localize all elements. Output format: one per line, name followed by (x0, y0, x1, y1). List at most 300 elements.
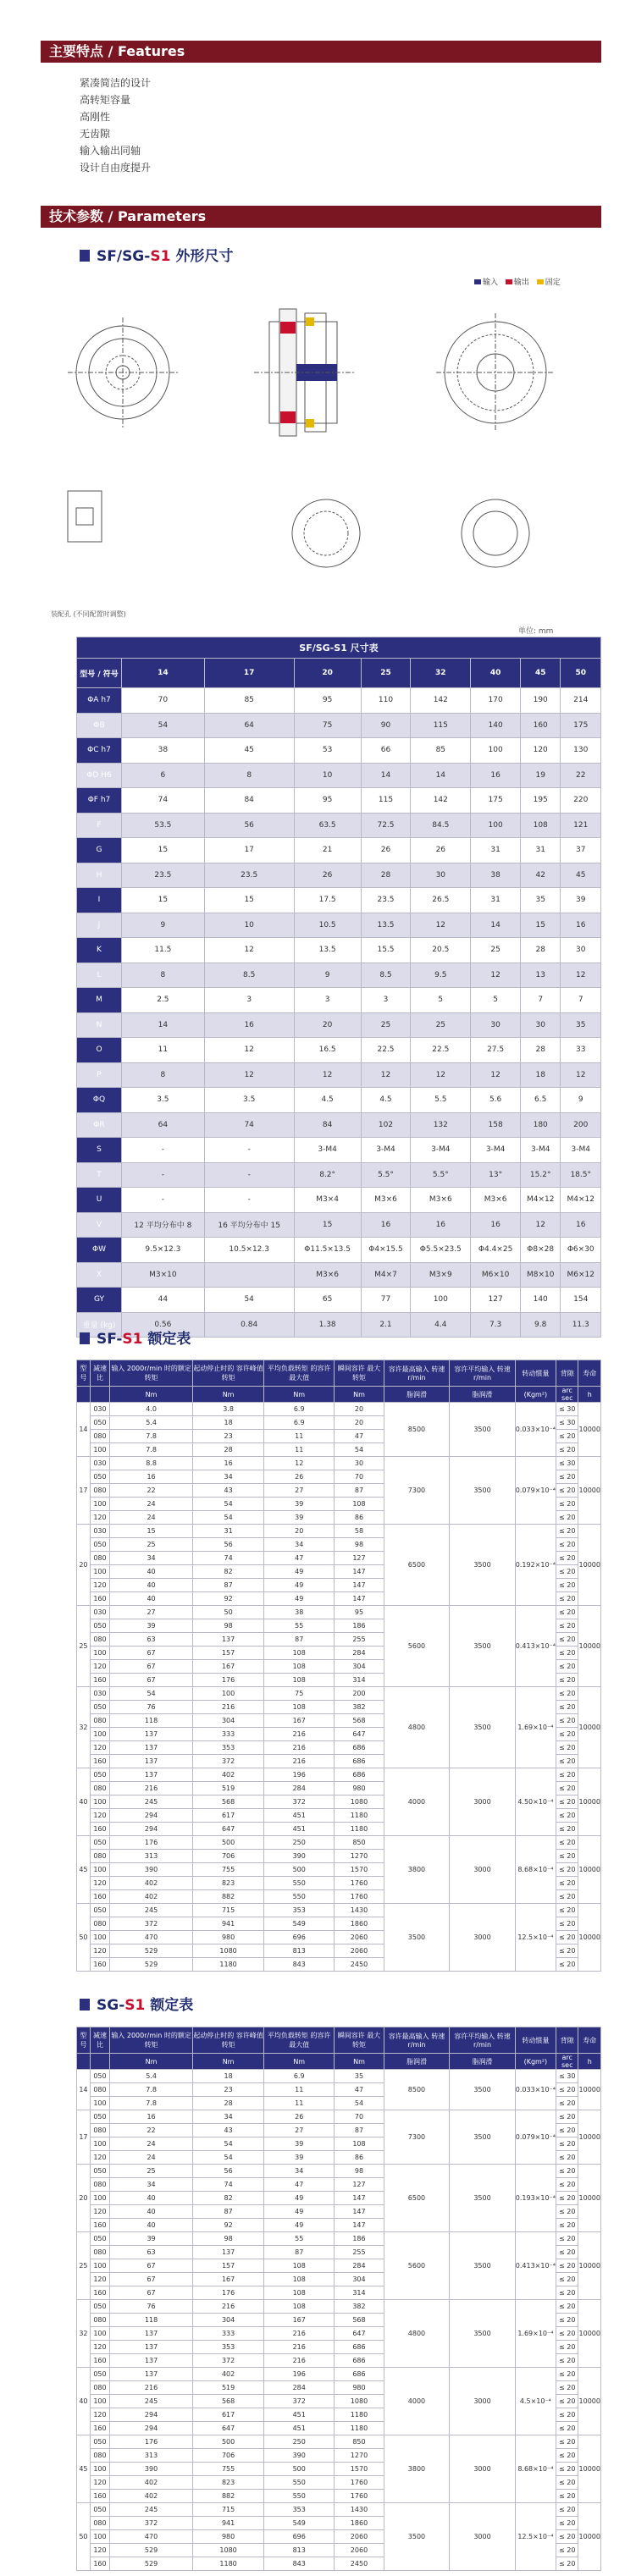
table-cell: 13° (471, 1162, 521, 1188)
table-cell: 2.5 (122, 988, 205, 1013)
table-cell: 304 (193, 1714, 264, 1728)
table-cell: 160 (90, 2490, 109, 2503)
table-cell: M3×6 (294, 1262, 361, 1288)
table-cell: 12 (561, 1062, 601, 1088)
size-cell: 32 (77, 2300, 91, 2368)
table-cell: 14 (122, 1012, 205, 1038)
table-cell: 86 (335, 1511, 384, 1525)
table-cell: 63 (110, 2246, 193, 2259)
table-cell: 74 (193, 1552, 264, 1565)
table-cell: 941 (193, 2517, 264, 2530)
table-cell: 47 (335, 2083, 384, 2097)
rating-header: 容许最高输入 转速 r/min (384, 1360, 450, 1387)
table-row (77, 1162, 601, 1188)
table-cell: 30 (520, 1012, 561, 1038)
table-cell: 617 (193, 1809, 264, 1823)
table-cell: 3500 (450, 2165, 516, 2232)
backlash-cell: ≤ 20 (556, 1714, 578, 1728)
table-cell: 353 (193, 1741, 264, 1755)
table-cell: 14 (411, 763, 471, 788)
table-cell: 87 (335, 1484, 384, 1498)
table-cell: 080 (90, 2517, 109, 2530)
table-cell: 353 (193, 2341, 264, 2354)
table-cell: 8.8 (110, 1457, 193, 1470)
table-cell: 24 (110, 2151, 193, 2165)
table-cell: 568 (335, 1714, 384, 1728)
row-symbol: X (77, 1262, 122, 1288)
life-cell: 10000 (578, 2110, 601, 2165)
table-cell: 3000 (450, 1836, 516, 1904)
table-cell: 56 (193, 1538, 264, 1552)
table-cell: 11 (264, 1430, 335, 1443)
table-cell: 0.56 (122, 1312, 205, 1338)
table-cell: 15.5 (361, 938, 411, 963)
size-cell: 45 (77, 1836, 91, 1904)
table-cell: 1180 (193, 1958, 264, 1972)
table-cell: 050 (90, 2232, 109, 2246)
table-cell: 050 (90, 1768, 109, 1782)
table-cell: 9 (561, 1088, 601, 1113)
table-cell: 353 (264, 1904, 335, 1917)
table-cell: 147 (335, 1565, 384, 1579)
table-cell: 3800 (384, 2435, 450, 2503)
table-cell: 17 (204, 838, 294, 863)
feature-item: 输入输出同轴 (80, 145, 141, 157)
rating-header: 容许平均输入 转速 r/min (450, 1360, 516, 1387)
table-cell: 2450 (335, 1958, 384, 1972)
table-cell: 39 (264, 2137, 335, 2151)
rating-header: 输入 2000r/min 时的额定转矩 (110, 2027, 193, 2054)
table-cell: 980 (193, 2530, 264, 2544)
table-cell: 080 (90, 1430, 109, 1443)
table-cell: 120 (90, 2151, 109, 2165)
table-cell: 55 (264, 1619, 335, 1633)
table-cell: 216 (110, 1782, 193, 1795)
table-cell: M4×7 (361, 1262, 411, 1288)
table-cell: 16 (110, 1470, 193, 1484)
table-cell: - (122, 1138, 205, 1163)
backlash-cell: ≤ 20 (556, 2124, 578, 2137)
backlash-cell: ≤ 20 (556, 1606, 578, 1619)
life-cell: 10000 (578, 1904, 601, 1972)
table-cell: 686 (335, 1741, 384, 1755)
table-cell: 115 (411, 713, 471, 738)
table-cell: 12 (204, 1062, 294, 1088)
table-cell: 3-M4 (561, 1138, 601, 1163)
table-cell: 64 (204, 713, 294, 738)
table-cell: 12 (204, 938, 294, 963)
table-cell: 3500 (450, 1606, 516, 1687)
table-cell: 27 (264, 1484, 335, 1498)
table-cell: 050 (90, 1904, 109, 1917)
table-cell: 686 (335, 1768, 384, 1782)
table-cell: 850 (335, 1836, 384, 1850)
table-cell: 67 (110, 1647, 193, 1660)
table-cell: 050 (90, 2070, 109, 2083)
rating-subheader: Nm (264, 1387, 335, 1403)
table-cell: 080 (90, 2246, 109, 2259)
table-cell: 080 (90, 1782, 109, 1795)
table-cell: 372 (264, 2395, 335, 2408)
sf-rating-heading: SF-S1 额定表 (80, 1327, 191, 1348)
features-section-bar: 主要特点 / Features (41, 41, 601, 63)
table-cell: 390 (264, 1850, 335, 1863)
table-cell: 549 (264, 1917, 335, 1931)
table-cell: 10.5×12.3 (204, 1238, 294, 1263)
table-cell: 3-M4 (411, 1138, 471, 1163)
table-cell: 250 (264, 1836, 335, 1850)
table-cell: 6.9 (264, 2070, 335, 2083)
backlash-cell: ≤ 20 (556, 1687, 578, 1701)
table-cell: 18 (193, 1416, 264, 1430)
table-cell: 37 (561, 838, 601, 863)
table-cell: 100 (471, 738, 521, 764)
backlash-cell: ≤ 20 (556, 2232, 578, 2246)
rating-header: 瞬间容许 最大转矩 (335, 1360, 384, 1387)
table-cell: 1180 (193, 2557, 264, 2571)
table-cell: 100 (90, 2530, 109, 2544)
life-cell: 10000 (578, 2232, 601, 2300)
table-cell: 882 (193, 1890, 264, 1904)
table-cell: 11 (122, 1038, 205, 1063)
table-cell: 54 (335, 2097, 384, 2110)
table-cell: 118 (110, 2314, 193, 2327)
size-cell: 50 (77, 2503, 91, 2571)
backlash-cell: ≤ 20 (556, 1890, 578, 1904)
table-cell: 4.5×10⁻⁴ (515, 2368, 556, 2435)
table-cell: 030 (90, 1687, 109, 1701)
table-cell: 160 (90, 1592, 109, 1606)
table-cell: 120 (90, 1944, 109, 1958)
table-cell: 0.079×10⁻⁴ (515, 1457, 556, 1525)
table-cell: 67 (110, 2273, 193, 2286)
table-cell: 31 (471, 838, 521, 863)
table-cell: 39 (110, 2232, 193, 2246)
table-cell: 120 (520, 738, 561, 764)
table-cell: 3500 (450, 1525, 516, 1606)
backlash-cell: ≤ 20 (556, 2422, 578, 2435)
table-cell: 12 (471, 963, 521, 988)
backlash-cell: ≤ 20 (556, 2517, 578, 2530)
table-cell: 402 (110, 2476, 193, 2490)
table-row (77, 2165, 601, 2178)
rating-header: 容许平均输入 转速 r/min (450, 2027, 516, 2054)
backlash-cell: ≤ 20 (556, 2490, 578, 2503)
backlash-cell: ≤ 20 (556, 2219, 578, 2232)
backlash-cell: ≤ 20 (556, 1619, 578, 1633)
life-cell: 10000 (578, 2435, 601, 2503)
rating-subheader: Nm (335, 1387, 384, 1403)
table-cell: 19 (520, 763, 561, 788)
table-cell: 7300 (384, 1457, 450, 1525)
table-cell: 500 (264, 2463, 335, 2476)
table-cell: 3.5 (122, 1088, 205, 1113)
backlash-cell: ≤ 20 (556, 1823, 578, 1836)
table-cell: 3500 (384, 1904, 450, 1972)
table-cell: 451 (264, 2408, 335, 2422)
table-row (77, 2503, 601, 2517)
table-cell: 49 (264, 2192, 335, 2205)
table-cell: 140 (471, 713, 521, 738)
feature-item: 设计自由度提升 (80, 162, 152, 174)
table-cell: 3500 (450, 2300, 516, 2368)
rating-header: 型号 (77, 2027, 91, 2054)
table-cell: 8.5 (204, 963, 294, 988)
table-cell: 137 (110, 2368, 193, 2381)
table-cell: 5.4 (110, 2070, 193, 2083)
row-symbol: 重量 (kg) (77, 1312, 122, 1338)
backlash-cell: ≤ 20 (556, 1795, 578, 1809)
table-cell: 55 (264, 2232, 335, 2246)
hole-pattern-drawing-2 (462, 499, 529, 567)
table-cell: 38 (122, 738, 205, 764)
sg-rating-table (76, 2027, 601, 2571)
table-cell: M3×6 (471, 1188, 521, 1213)
table-row (77, 1238, 601, 1263)
table-cell: 5600 (384, 2232, 450, 2300)
table-cell: 686 (335, 2341, 384, 2354)
table-cell: 304 (335, 1660, 384, 1674)
table-cell: 33 (561, 1038, 601, 1063)
backlash-cell: ≤ 20 (556, 1525, 578, 1538)
table-cell: 3000 (450, 2503, 516, 2571)
table-cell: 402 (193, 1768, 264, 1782)
backlash-cell: ≤ 20 (556, 1768, 578, 1782)
table-cell: 216 (264, 1755, 335, 1768)
backlash-cell: ≤ 20 (556, 2137, 578, 2151)
table-cell: 14 (471, 913, 521, 938)
table-cell: 1180 (335, 2422, 384, 2435)
table-cell: 7.8 (110, 1443, 193, 1457)
table-cell: 0.84 (204, 1312, 294, 1338)
table-cell: 54 (193, 1511, 264, 1525)
table-cell: 250 (264, 2435, 335, 2449)
table-cell: 15 (204, 888, 294, 913)
table-cell: 53 (294, 738, 361, 764)
table-cell: 550 (264, 2490, 335, 2503)
table-cell: 176 (193, 2286, 264, 2300)
table-cell: 0.413×10⁻⁴ (515, 1606, 556, 1687)
table-cell: 67 (110, 1674, 193, 1687)
table-cell: 100 (411, 1288, 471, 1313)
table-cell: 157 (193, 1647, 264, 1660)
table-cell: M3×9 (411, 1262, 471, 1288)
backlash-cell: ≤ 20 (556, 1660, 578, 1674)
backlash-cell: ≤ 20 (556, 2314, 578, 2327)
table-row (77, 1288, 601, 1313)
table-cell: 74 (193, 2178, 264, 2192)
rating-header: 平均负载转矩 的容许最大值 (264, 1360, 335, 1387)
table-cell: 49 (264, 1592, 335, 1606)
table-cell: 314 (335, 2286, 384, 2300)
table-cell: 353 (264, 2503, 335, 2517)
table-cell: 500 (193, 2435, 264, 2449)
table-cell: 050 (90, 2435, 109, 2449)
table-cell: 0.033×10⁻⁴ (515, 2070, 556, 2110)
table-cell: 15.2° (520, 1162, 561, 1188)
table-cell: 568 (193, 2395, 264, 2408)
table-cell: 15 (122, 888, 205, 913)
table-cell: 160 (90, 1823, 109, 1836)
table-cell: 127 (335, 2178, 384, 2192)
table-cell: 45 (561, 863, 601, 888)
table-cell: 20 (335, 1403, 384, 1416)
table-cell: 294 (110, 2422, 193, 2435)
backlash-cell: ≤ 20 (556, 2503, 578, 2517)
table-cell: 14 (361, 763, 411, 788)
dimension-table (76, 637, 601, 1338)
table-cell: 3500 (450, 1457, 516, 1525)
backlash-cell: ≤ 20 (556, 1741, 578, 1755)
table-cell: 3-M4 (294, 1138, 361, 1163)
table-cell: Φ8×28 (520, 1238, 561, 1263)
table-cell: 30 (335, 1457, 384, 1470)
table-cell: 5.5 (411, 1088, 471, 1113)
table-cell: 137 (110, 2341, 193, 2354)
table-cell: 12 (264, 1457, 335, 1470)
table-row (77, 738, 601, 764)
table-cell: 18 (193, 2070, 264, 2083)
table-cell: 120 (90, 1511, 109, 1525)
table-cell: 313 (110, 1850, 193, 1863)
table-cell: 82 (193, 1565, 264, 1579)
table-cell: 170 (471, 688, 521, 714)
table-cell: 43 (193, 2124, 264, 2137)
table-cell: 850 (335, 2435, 384, 2449)
table-cell: 1270 (335, 1850, 384, 1863)
table-cell: 372 (193, 1755, 264, 1768)
table-cell: 15 (294, 1212, 361, 1238)
table-cell: 294 (110, 2408, 193, 2422)
small-shaft-drawing (68, 491, 102, 542)
backlash-cell: ≤ 20 (556, 1470, 578, 1484)
table-cell: 568 (335, 2314, 384, 2327)
table-cell: 87 (193, 1579, 264, 1592)
table-cell: 137 (193, 2246, 264, 2259)
backlash-cell: ≤ 20 (556, 1850, 578, 1863)
backlash-cell: ≤ 20 (556, 1443, 578, 1457)
table-row (77, 1012, 601, 1038)
table-cell: 080 (90, 1633, 109, 1647)
table-cell: 100 (471, 813, 521, 838)
backlash-cell: ≤ 20 (556, 1944, 578, 1958)
table-cell: 3500 (450, 2110, 516, 2165)
table-cell: 813 (264, 2544, 335, 2557)
life-cell: 10000 (578, 1768, 601, 1836)
row-symbol: ΦA h7 (77, 688, 122, 714)
table-cell: 100 (90, 1931, 109, 1944)
table-cell: 120 (90, 2341, 109, 2354)
table-cell: 30 (411, 863, 471, 888)
table-cell: 16 (471, 1212, 521, 1238)
table-cell: Φ6×30 (561, 1238, 601, 1263)
table-cell: 823 (193, 2476, 264, 2490)
table-cell: 11 (264, 1443, 335, 1457)
life-cell: 10000 (578, 1836, 601, 1904)
table-cell: 080 (90, 1850, 109, 1863)
size-cell: 17 (77, 1457, 91, 1525)
table-cell: 67 (110, 1660, 193, 1674)
size-cell: 45 (77, 2435, 91, 2503)
table-row (77, 2368, 601, 2381)
size-cell: 40 (77, 2368, 91, 2435)
table-cell: 617 (193, 2408, 264, 2422)
table-cell: 22 (110, 1484, 193, 1498)
table-cell: 2060 (335, 1931, 384, 1944)
size-cell: 20 (77, 1525, 91, 1606)
table-cell: 823 (193, 1877, 264, 1890)
table-cell: 080 (90, 1714, 109, 1728)
table-cell: 26 (264, 2110, 335, 2124)
backlash-cell: ≤ 20 (556, 2259, 578, 2273)
table-cell: 120 (90, 1877, 109, 1890)
table-cell: 121 (561, 813, 601, 838)
table-cell: 142 (411, 788, 471, 814)
row-symbol: ΦC h7 (77, 738, 122, 764)
table-row (77, 1212, 601, 1238)
table-cell: 64 (122, 1112, 205, 1138)
backlash-cell: ≤ 20 (556, 1579, 578, 1592)
table-cell: 313 (110, 2449, 193, 2463)
sf-rating-table (76, 1360, 601, 1972)
table-cell: 34 (193, 1470, 264, 1484)
table-cell: 8.5 (361, 963, 411, 988)
table-cell: 1430 (335, 2503, 384, 2517)
table-row (77, 1904, 601, 1917)
size-header: 45 (520, 659, 561, 688)
table-cell: 080 (90, 1917, 109, 1931)
table-cell: 1430 (335, 1904, 384, 1917)
rating-header: 减速比 (90, 1360, 109, 1387)
rating-header: 转动惯量 (515, 1360, 556, 1387)
table-cell: 108 (264, 2273, 335, 2286)
backlash-cell: ≤ 20 (556, 2165, 578, 2178)
table-cell: 216 (264, 2341, 335, 2354)
table-cell: 137 (110, 1741, 193, 1755)
table-row (77, 688, 601, 714)
table-cell: 0.079×10⁻⁴ (515, 2110, 556, 2165)
backlash-cell: ≤ 20 (556, 1782, 578, 1795)
backlash-cell: ≤ 20 (556, 1538, 578, 1552)
heading-square-icon (80, 1332, 90, 1344)
table-cell: 3500 (450, 2070, 516, 2110)
table-cell: 39 (264, 1511, 335, 1525)
backlash-cell: ≤ 20 (556, 2246, 578, 2259)
rating-subheader: arc sec (556, 1387, 578, 1403)
table-row (77, 2110, 601, 2124)
table-row (77, 1138, 601, 1163)
table-cell: M4×12 (520, 1188, 561, 1213)
row-symbol: ΦW (77, 1238, 122, 1263)
table-cell: 3-M4 (471, 1138, 521, 1163)
table-cell: 647 (335, 1728, 384, 1741)
table-row (77, 1606, 601, 1619)
feature-item: 紧凑简洁的设计 (80, 77, 152, 89)
table-cell: 100 (90, 2097, 109, 2110)
table-cell: M3×6 (411, 1188, 471, 1213)
table-cell (204, 1262, 294, 1288)
table-cell: 16 (110, 2110, 193, 2124)
table-cell: 304 (193, 2314, 264, 2327)
table-row (77, 1768, 601, 1782)
table-cell: 519 (193, 2381, 264, 2395)
life-cell: 10000 (578, 2165, 601, 2232)
table-cell: 120 (90, 2476, 109, 2490)
table-cell: 40 (110, 1579, 193, 1592)
size-cell: 32 (77, 1687, 91, 1768)
table-cell: 1.69×10⁻⁴ (515, 2300, 556, 2368)
table-cell: 63 (110, 1633, 193, 1647)
